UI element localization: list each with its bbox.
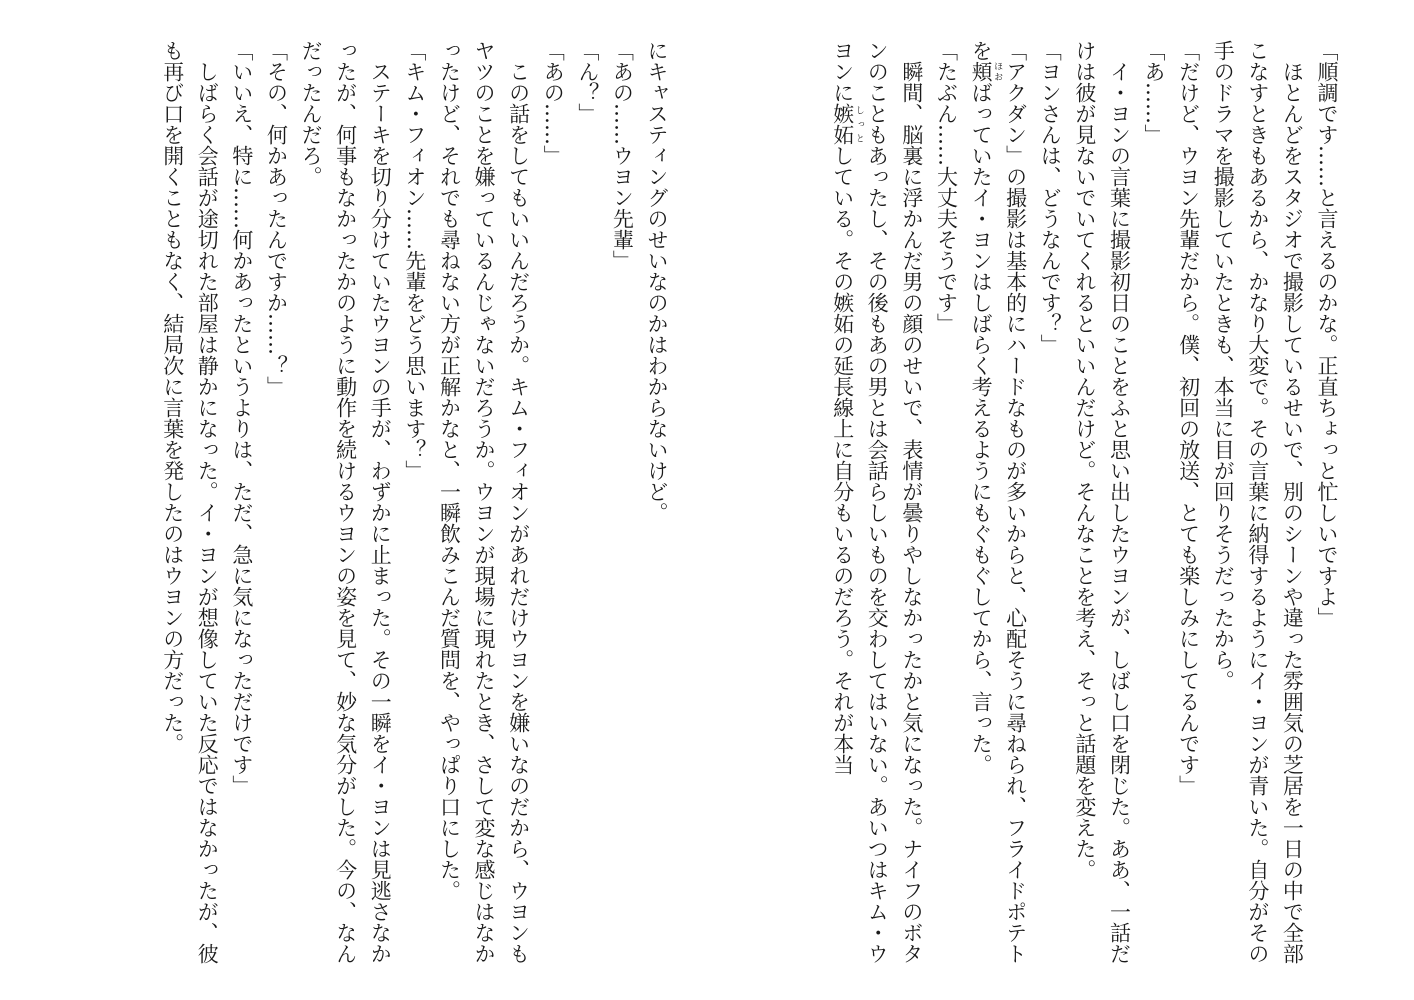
ruby-hoo-base: 頬 [969, 61, 994, 82]
paragraph-10: にキャスティングのせいなのかはわからないけど。 [645, 40, 669, 523]
paragraph-4: 「あ……」 [1142, 40, 1167, 145]
ruby-shitto-base: 嫉妬 [830, 103, 855, 145]
right-page [654, 40, 1344, 980]
paragraph-7 [963, 40, 1032, 980]
paragraph-6: 「ヨンさんは、どうなんです？」 [1038, 40, 1063, 355]
paragraph-18: 「いいえ、特に……何かあったというよりは、ただ、急に気になっただけです」 [229, 40, 254, 796]
paragraph-1: 「順調です……と言えるのかな。正直ちょっと忙しいですよ」 [1315, 40, 1339, 628]
paragraph-7-post: ばっていたイ・ヨンはしばらく考えるようにもぐもぐしてから、言った。 [969, 82, 994, 775]
ruby-hoo-reading: ほお [992, 61, 1003, 82]
ruby-shitto-reading: しっと [853, 103, 864, 145]
paragraph-19: しばらく会話が途切れた部屋は静かになった。イ・ヨンが想像していた反応ではなかったが、彼も再び口を開くこともなく、結局次に言葉を発したのはウヨンの方だった。 [160, 40, 220, 964]
paragraph-9-post: している。その嫉妬の延長線上に自分もいるのだろう。それが本当 [830, 145, 855, 775]
paragraph-5: イ・ヨンの言葉に撮影初日のことをふと思い出したウヨンが、しばし口を閉じた。ああ、一話だけは彼が見ないでいてくれるといいんだけど。そんなことを考え、そっと話題を変えた。 [1072, 40, 1132, 964]
paragraph-11: 「あの……ウヨン先輩」 [610, 40, 635, 271]
paragraph-12: 「ん？」 [575, 40, 600, 124]
paragraph-14: この話をしてもいいんだろうか。キム・フィオンがあれだけウヨンを嫌いなのだから、ウヨンもヤツのことを嫌っているんじゃないだろうか。ウヨンが現場に現れたとき、さして変な感じはなかったけど、それでも尋ねない方が正解かなと、一瞬飲みこんだ質問を、やっぱり口にした。 [437, 40, 531, 964]
paragraph-3: 「だけど、ウヨン先輩だから。僕、初回の放送、とても楽しみにしてるんです」 [1176, 40, 1201, 796]
paragraph-13: 「あの……」 [541, 40, 566, 166]
paragraph-8: 「たぶん……大丈夫そうです」 [934, 40, 959, 334]
paragraph-9-pre: 瞬間、脳裏に浮かんだ男の顔のせいで、表情が曇りやしなかったかと気になった。ナイフのボタンのこともあったし、その後もあの男とは会話らしいものを交わしてはいない。あいつはキム・ウヨンに [830, 40, 924, 964]
paragraph-9 [825, 40, 929, 980]
left-page [0, 40, 674, 980]
ruby-shitto [830, 103, 864, 145]
paragraph-17: 「その、何かあったんですか……？」 [264, 40, 289, 397]
paragraph-15: 「キム・フィオン……先輩をどう思います？」 [402, 40, 427, 481]
paragraph-2: ほとんどをスタジオで撮影しているせいで、別のシーンや違った雰囲気の芝居を一日の中で全部こなすときもあるから、かなり大変で。その言葉に納得するようにイ・ヨンが青いた。自分がその手のドラマを撮影していたときも、本当に目が回りそうだったから。 [1211, 40, 1305, 964]
paragraph-7-pre: 「アクダン」の撮影は基本的にハードなものが多いからと、心配そうに尋ねられ、フライドポテトを [969, 40, 1028, 964]
ruby-hoo [969, 61, 1003, 82]
paragraph-16: ステーキを切り分けていたウヨンの手が、わずかに止まった。その一瞬をイ・ヨンは見逃さなかったが、何事もなかったかのように動作を続けるウヨンの姿を見て、妙な気分がした。今の、なんだったんだろ。 [299, 40, 393, 964]
